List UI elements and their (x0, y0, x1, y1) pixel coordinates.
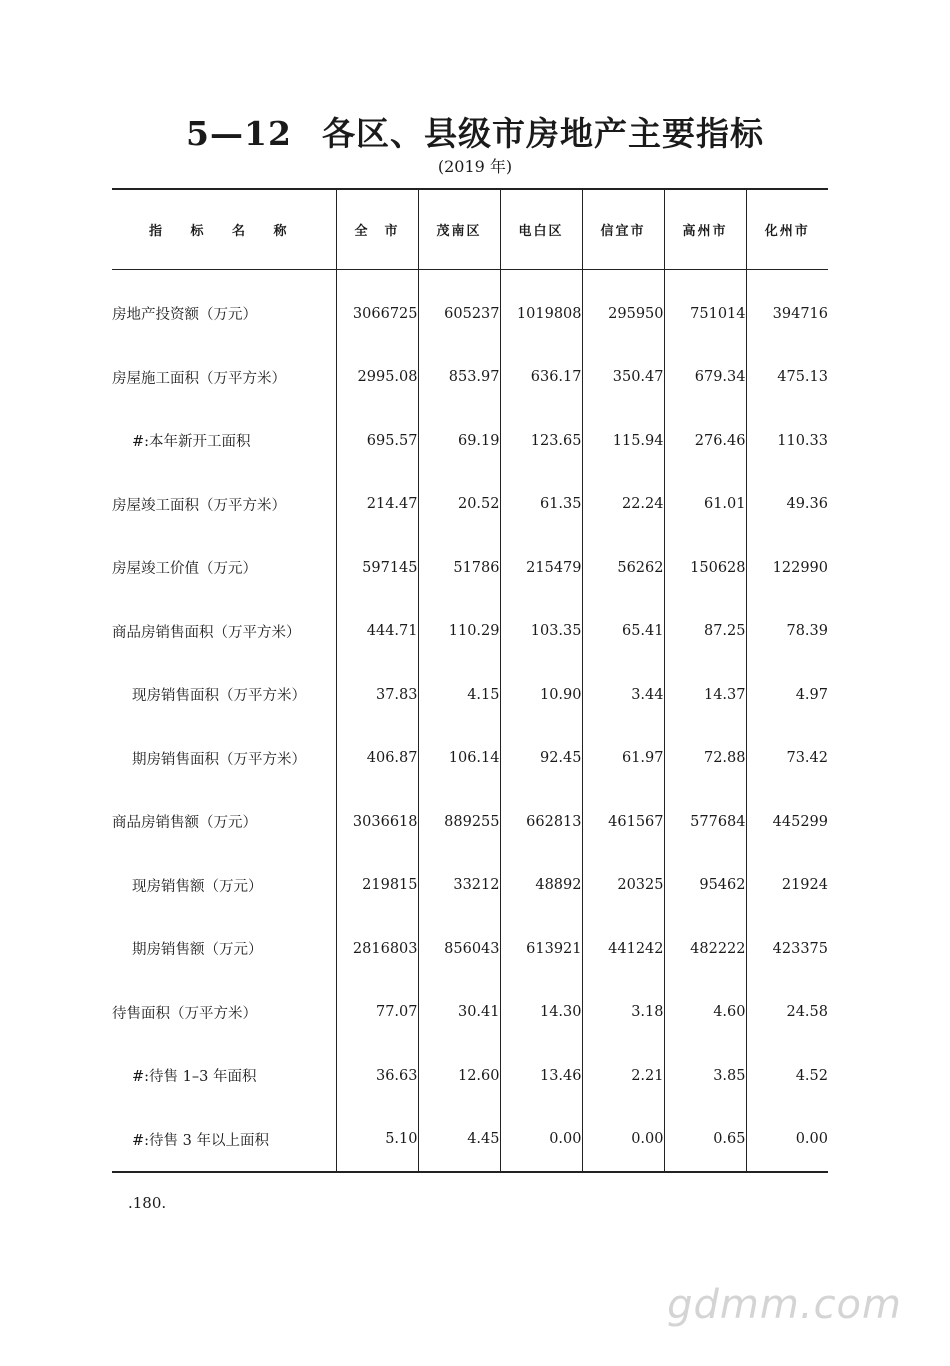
table-row (112, 270, 828, 346)
column-header-maonan: 茂南区 (418, 189, 500, 270)
table-cell: 423375 (746, 917, 828, 981)
table-cell: 36.63 (336, 1044, 418, 1108)
table-row (112, 981, 828, 1045)
table-cell: 0.00 (500, 1108, 582, 1173)
table-cell: 406.87 (336, 727, 418, 791)
column-header-gaozhou: 高州市 (664, 189, 746, 270)
table-row (112, 854, 828, 918)
table-cell: 78.39 (746, 600, 828, 664)
table-cell: 30.41 (418, 981, 500, 1045)
table-cell: 21924 (746, 854, 828, 918)
table-cell: 73.42 (746, 727, 828, 791)
table-cell: 20.52 (418, 473, 500, 537)
table-row (112, 473, 828, 537)
table-cell: 56262 (582, 536, 664, 600)
table-cell: 61.01 (664, 473, 746, 537)
table-row (112, 790, 828, 854)
page-title (0, 108, 950, 155)
table-cell: 295950 (582, 270, 664, 346)
table-cell: 77.07 (336, 981, 418, 1045)
table-cell: 14.37 (664, 663, 746, 727)
table-row (112, 917, 828, 981)
table-cell: 110.33 (746, 409, 828, 473)
table-cell: 679.34 (664, 346, 746, 410)
table-cell: 889255 (418, 790, 500, 854)
table-cell: 3.44 (582, 663, 664, 727)
row-label: 期房销售额（万元） (132, 942, 263, 959)
table-cell: 48892 (500, 854, 582, 918)
row-label: 房屋竣工面积（万平方米） (112, 497, 286, 514)
table-cell: 92.45 (500, 727, 582, 791)
table-body (112, 270, 828, 1173)
row-label: 房地产投资额（万元） (112, 307, 257, 324)
table-cell: 3.18 (582, 981, 664, 1045)
table-cell: 65.41 (582, 600, 664, 664)
table-cell: 61.35 (500, 473, 582, 537)
row-label: 商品房销售面积（万平方米） (112, 624, 301, 641)
table-cell: 87.25 (664, 600, 746, 664)
table-cell: 115.94 (582, 409, 664, 473)
table-cell: 219815 (336, 854, 418, 918)
table-cell: 597145 (336, 536, 418, 600)
column-header-dianbai: 电白区 (500, 189, 582, 270)
table-cell: 577684 (664, 790, 746, 854)
table-cell: 4.52 (746, 1044, 828, 1108)
table-cell: 636.17 (500, 346, 582, 410)
page-number: .180. (128, 1194, 167, 1212)
table-row (112, 663, 828, 727)
table-cell: 1019808 (500, 270, 582, 346)
table-cell: 662813 (500, 790, 582, 854)
column-header-xinyi: 信宜市 (582, 189, 664, 270)
table-cell: 613921 (500, 917, 582, 981)
table-row (112, 727, 828, 791)
table-cell: 475.13 (746, 346, 828, 410)
row-label: 房屋竣工价值（万元） (112, 561, 257, 578)
table-cell: 69.19 (418, 409, 500, 473)
table-cell: 605237 (418, 270, 500, 346)
table-cell: 441242 (582, 917, 664, 981)
watermark-logo: gdmm.com (667, 1282, 902, 1328)
table-header-row (112, 189, 828, 270)
table-cell: 103.35 (500, 600, 582, 664)
table-cell: 61.97 (582, 727, 664, 791)
table-cell: 4.60 (664, 981, 746, 1045)
row-label: 现房销售面积（万平方米） (132, 688, 306, 705)
table-cell: 150628 (664, 536, 746, 600)
table-cell: 853.97 (418, 346, 500, 410)
column-header-huazhou: 化州市 (746, 189, 828, 270)
table-cell: 276.46 (664, 409, 746, 473)
table-row (112, 1044, 828, 1108)
table-row (112, 346, 828, 410)
indicator-table (112, 188, 828, 1173)
table-row (112, 1108, 828, 1173)
table-cell: 482222 (664, 917, 746, 981)
row-label: #:待售 1–3 年面积 (132, 1069, 257, 1086)
column-header-whole-city: 全 市 (336, 189, 418, 270)
table-cell: 4.97 (746, 663, 828, 727)
row-label: 待售面积（万平方米） (112, 1005, 257, 1022)
table-cell: 10.90 (500, 663, 582, 727)
table-cell: 49.36 (746, 473, 828, 537)
table-cell: 214.47 (336, 473, 418, 537)
table-cell: 14.30 (500, 981, 582, 1045)
table-cell: 5.10 (336, 1108, 418, 1173)
table-cell: 2.21 (582, 1044, 664, 1108)
table-cell: 95462 (664, 854, 746, 918)
table-cell: 13.46 (500, 1044, 582, 1108)
row-label: 现房销售额（万元） (132, 878, 263, 895)
table-cell: 20325 (582, 854, 664, 918)
table-cell: 3.85 (664, 1044, 746, 1108)
table-cell: 350.47 (582, 346, 664, 410)
row-label: 期房销售面积（万平方米） (132, 751, 306, 768)
table-cell: 3036618 (336, 790, 418, 854)
table-cell: 0.00 (746, 1108, 828, 1173)
table-cell: 12.60 (418, 1044, 500, 1108)
table-cell: 0.65 (664, 1108, 746, 1173)
table-cell: 4.45 (418, 1108, 500, 1173)
table-cell: 751014 (664, 270, 746, 346)
table-cell: 444.71 (336, 600, 418, 664)
table-cell: 215479 (500, 536, 582, 600)
page-subtitle: (2019 年) (437, 157, 513, 176)
table-cell: 394716 (746, 270, 828, 346)
table-cell: 24.58 (746, 981, 828, 1045)
table-cell: 22.24 (582, 473, 664, 537)
table-cell: 0.00 (582, 1108, 664, 1173)
table-row (112, 536, 828, 600)
table-title-text: 各区、县级市房地产主要指标 (321, 114, 764, 153)
table-cell: 72.88 (664, 727, 746, 791)
table-cell: 106.14 (418, 727, 500, 791)
table-number: 5—12 (186, 114, 292, 153)
table-cell: 110.29 (418, 600, 500, 664)
row-label: #:本年新开工面积 (132, 434, 251, 451)
table-cell: 4.15 (418, 663, 500, 727)
table-row (112, 600, 828, 664)
table-row (112, 409, 828, 473)
table-cell: 461567 (582, 790, 664, 854)
table-cell: 37.83 (336, 663, 418, 727)
table-cell: 2816803 (336, 917, 418, 981)
table-cell: 122990 (746, 536, 828, 600)
row-label: 商品房销售额（万元） (112, 815, 257, 832)
column-header-indicator: 指 标 名 称 (112, 189, 336, 270)
table-cell: 445299 (746, 790, 828, 854)
row-label: 房屋施工面积（万平方米） (112, 370, 286, 387)
table-cell: 3066725 (336, 270, 418, 346)
row-label: #:待售 3 年以上面积 (132, 1132, 269, 1149)
table-cell: 123.65 (500, 409, 582, 473)
table-cell: 33212 (418, 854, 500, 918)
table-cell: 856043 (418, 917, 500, 981)
table-cell: 695.57 (336, 409, 418, 473)
table-cell: 2995.08 (336, 346, 418, 410)
table-cell: 51786 (418, 536, 500, 600)
